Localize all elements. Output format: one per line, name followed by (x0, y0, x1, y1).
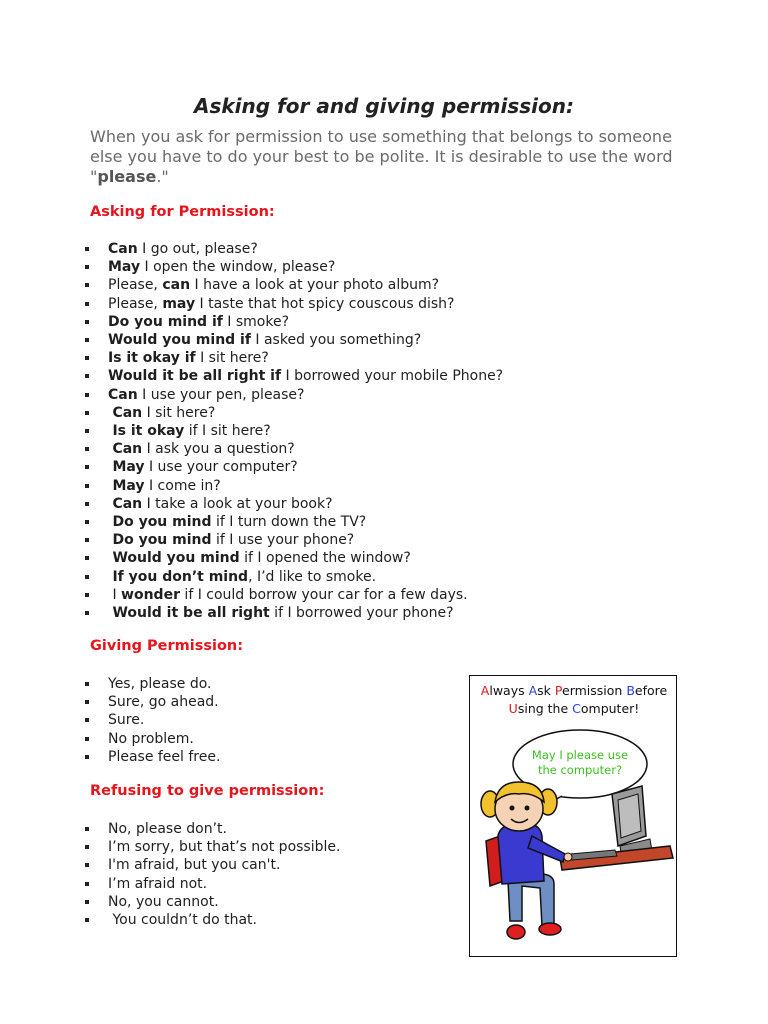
item-rest: if I borrowed your phone? (269, 605, 454, 622)
list-item (84, 258, 503, 276)
list-item: Yes, please do. (84, 675, 220, 693)
item-bold-phrase: May (108, 259, 141, 276)
list-item: I’m sorry, but that’s not possible. (84, 838, 340, 856)
item-bold-phrase: Can (112, 404, 143, 421)
left-shoe (507, 925, 525, 939)
item-rest: I sit here? (142, 404, 216, 421)
item-rest: if I could borrow your car for a few days. (179, 586, 468, 603)
intro-text: When you ask for permission to use something that belongs to someone else you have to do your best to be polite. It is desirable to use the word " (90, 127, 673, 186)
list-item (84, 295, 503, 313)
list-item (84, 240, 503, 258)
list-item: I’m afraid not. (84, 875, 340, 893)
item-bold-phrase: Do you mind if (108, 313, 223, 330)
hand (564, 853, 572, 861)
speech-line-2: the computer? (537, 763, 623, 777)
list-item (84, 495, 503, 513)
item-bold-phrase: may (162, 295, 196, 312)
refusing-list (84, 820, 340, 929)
item-rest: if I opened the window? (239, 550, 411, 567)
list-item: I'm afraid, but you can't. (84, 856, 340, 874)
item-bold-phrase: Would it be all right if (108, 368, 282, 385)
item-bold-phrase: May (112, 459, 145, 476)
list-item (84, 531, 503, 549)
item-rest: I asked you something? (250, 332, 422, 349)
item-bold-phrase: May (112, 477, 145, 494)
list-item: No problem. (84, 730, 220, 748)
item-rest: I go out, please? (137, 241, 258, 257)
item-prefix: Please, (108, 295, 163, 312)
item-bold-phrase: wonder (121, 586, 180, 603)
list-item (84, 349, 503, 367)
intro-bold-word: please (97, 167, 157, 186)
intro-text-end: ." (156, 167, 169, 186)
speech-bubble-text (530, 748, 630, 778)
header-fragment: sing the (517, 701, 573, 716)
item-bold-phrase: Would you mind (112, 550, 240, 567)
header-fragment: lways (489, 683, 529, 698)
item-bold-phrase: Is it okay if (108, 350, 196, 367)
item-bold-phrase: Is it okay (112, 423, 185, 440)
header-fragment: B (626, 683, 635, 698)
list-item (84, 549, 503, 567)
item-rest: I use your pen, please? (137, 386, 305, 403)
list-item (84, 568, 503, 586)
girl-computer-illustration (470, 676, 677, 957)
monitor-screen (618, 794, 641, 838)
list-item: Sure. (84, 711, 220, 729)
item-rest: I sit here? (195, 350, 269, 367)
list-item: Sure, go ahead. (84, 693, 220, 711)
header-fragment: C (572, 701, 581, 716)
intro-paragraph (90, 127, 690, 187)
list-item (84, 604, 503, 622)
item-rest: I open the window, please? (140, 259, 336, 276)
item-bold-phrase: Would you mind if (108, 332, 251, 349)
header-fragment: ermission (562, 683, 627, 698)
header-fragment: A (480, 683, 490, 698)
asking-heading: Asking for Permission: (90, 204, 275, 220)
item-rest: I take a look at your book? (142, 495, 333, 512)
header-fragment: omputer! (580, 701, 640, 716)
right-shoe (539, 923, 561, 935)
item-bold-phrase: Do you mind (112, 514, 212, 531)
list-item (84, 313, 503, 331)
header-fragment: P (554, 683, 562, 698)
list-item (84, 477, 503, 495)
header-fragment: U (508, 701, 518, 716)
item-rest: I have a look at your photo album? (190, 277, 440, 294)
refusing-heading: Refusing to give permission: (90, 783, 325, 799)
list-item: You couldn’t do that. (84, 911, 340, 929)
list-item (84, 367, 503, 385)
item-prefix: Please, (108, 277, 163, 294)
list-item: No, you cannot. (84, 893, 340, 911)
header-fragment: sk (537, 683, 555, 698)
list-item: No, please don’t. (84, 820, 340, 838)
item-bold-phrase: If you don’t mind (112, 568, 249, 585)
item-bold-phrase: Can (108, 241, 138, 257)
header-fragment: efore (634, 683, 668, 698)
right-eye (525, 806, 530, 811)
list-item (84, 458, 503, 476)
list-item: Please feel free. (84, 748, 220, 766)
item-rest: I taste that hot spicy couscous dish? (195, 295, 455, 312)
list-item (84, 440, 503, 458)
header-fragment: A (528, 683, 538, 698)
list-item (84, 422, 503, 440)
item-rest: if I use your phone? (211, 532, 355, 549)
asking-list (84, 240, 503, 622)
item-rest: I use your computer? (144, 459, 298, 476)
list-item (84, 386, 503, 404)
item-bold-phrase: Would it be all right (112, 605, 270, 622)
item-rest: I borrowed your mobile Phone? (281, 368, 504, 385)
item-bold-phrase: Do you mind (112, 532, 212, 549)
item-rest: , I’d like to smoke. (248, 568, 377, 585)
page-title: Asking for and giving permission: (194, 94, 574, 118)
list-item (84, 404, 503, 422)
list-item (84, 513, 503, 531)
item-rest: if I turn down the TV? (211, 514, 367, 531)
item-rest: I ask you a question? (142, 441, 295, 458)
item-rest: if I sit here? (184, 423, 271, 440)
giving-list (84, 675, 220, 766)
item-bold-phrase: Can (112, 441, 143, 458)
item-rest: I come in? (144, 477, 221, 494)
left-eye (510, 806, 515, 811)
speech-line-1: May I please use (531, 748, 629, 762)
list-item (84, 331, 503, 349)
item-prefix: I (108, 586, 122, 603)
giving-heading: Giving Permission: (90, 638, 244, 654)
item-bold-phrase: can (162, 277, 191, 294)
item-rest: I smoke? (222, 313, 290, 330)
list-item (84, 276, 503, 294)
item-bold-phrase: Can (108, 386, 138, 403)
list-item (84, 586, 503, 604)
item-bold-phrase: Can (112, 495, 143, 512)
permission-poster (469, 675, 677, 957)
